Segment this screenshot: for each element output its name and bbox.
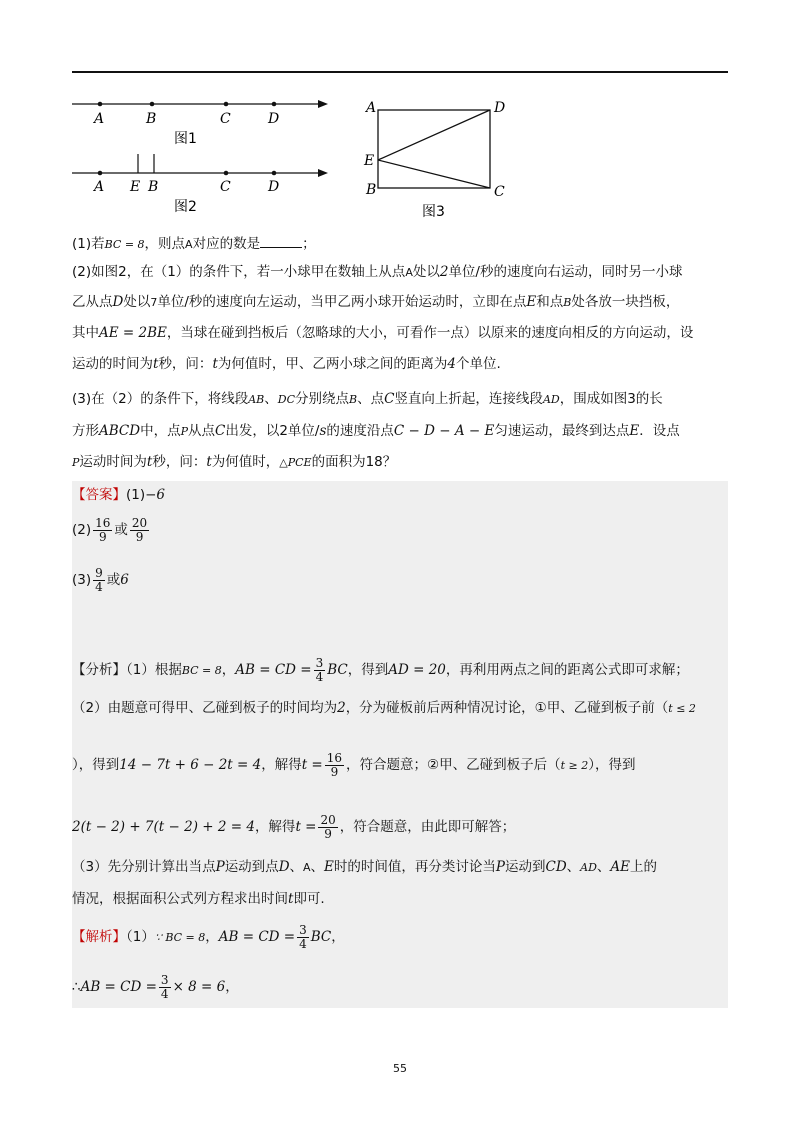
analysis-line-5: （3）先分别计算出当点P运动到点D、A、E时的时间值，再分类讨论当P运动到CD、AD、AE上的: [72, 859, 658, 875]
answer-label: 【答案】: [72, 487, 126, 503]
answer-line-2: (2) $\frac{16}{9}$ 或 $\frac{20}{9}$: [72, 515, 148, 544]
figure-2-number-line: [72, 154, 328, 215]
question-1: (1)若BC = 8，则点A对应的数是 ；: [72, 236, 316, 252]
answer-line-3: (3) $\frac{9}{4}$ 或6: [72, 565, 129, 594]
question-2-line-3: 其中AE = 2BE，当球在碰到挡板后（忽略球的大小，可看作一点）以原来的速度向相反的方向运动，设: [72, 325, 694, 341]
analysis-line-3: ），得到14 − 7t + 6 − 2t = 4，解得t = $\frac{16}{9}$ ，符合题意；②甲、乙碰到板子后（t ≥ 2），得到: [72, 750, 636, 779]
question-2-line-1: (2)如图2，在（1）的条件下，若一小球甲在数轴上从点A处以2单位/秒的速度向右运动，同时另一小球: [72, 264, 683, 280]
fig1-point-B: B: [146, 111, 157, 127]
question-3-line-3: P运动时间为t秒，问：t为何值时，△PCE的面积为18？: [72, 454, 397, 470]
analysis-line-4: 2(t − 2) + 7(t − 2) + 2 = 4，解得t = $\frac{20}{9}$ ，符合题意，由此即可解答；: [72, 812, 516, 841]
fig3-point-A: A: [366, 100, 377, 116]
solution-line-1: 【解析】（1）∵ BC = 8，AB = CD = $\frac{3}{4}$ BC，: [72, 922, 345, 951]
header-rule: [72, 71, 728, 73]
analysis-line-6: 情况，根据面积公式列方程求出时间t即可.: [72, 891, 325, 907]
solution-line-2: ∴AB = CD = $\frac{3}{4}$ × 8 = 6，: [72, 972, 239, 1001]
fig1-point-A: A: [94, 111, 105, 127]
fig3-point-C: C: [494, 184, 505, 200]
fig2-point-A: A: [94, 179, 105, 195]
answer-blank[interactable]: [260, 235, 302, 248]
fig1-caption: 图1: [174, 131, 197, 147]
fig1-point-C: C: [220, 111, 231, 127]
question-3-line-2: 方形ABCD中，点P从点C出发，以2单位/s的速度沿点C − D − A − E匀速运动，最终到达点E．设点: [72, 423, 680, 439]
figure-1-number-line: [72, 100, 328, 147]
question-3-line-1: (3)在（2）的条件下，将线段AB、DC分别绕点B、点C竖直向上折起，连接线段AD，围成如图3的长: [72, 391, 663, 407]
answer-line-1: 【答案】(1)−6: [72, 487, 166, 503]
page-number: 55: [393, 1062, 407, 1075]
fig3-point-E: E: [364, 153, 375, 169]
question-2-line-2: 乙从点D处以7单位/秒的速度向左运动，当甲乙两小球开始运动时，立即在点E和点B处各放一块挡板，: [72, 294, 680, 310]
analysis-line-2: （2）由题意可得甲、乙碰到板子的时间均为2，分为碰板前后两种情况讨论，①甲、乙碰到板子前（t ≤ 2: [72, 700, 696, 716]
question-2-line-4: 运动的时间为t秒，问：t为何值时，甲、乙两小球之间的距离为4个单位.: [72, 356, 501, 372]
fig1-point-D: D: [268, 111, 280, 127]
analysis-label: 【分析】: [72, 662, 126, 678]
fig2-point-D: D: [268, 179, 280, 195]
fig2-point-E: E: [130, 179, 141, 195]
figure-3-rectangle: [363, 100, 505, 220]
fig2-caption: 图2: [174, 199, 197, 215]
solution-label: 【解析】: [72, 929, 126, 945]
analysis-line-1: 【分析】（1）根据BC = 8，AB = CD = $\frac{3}{4}$ BC，得到AD = 20，再利用两点之间的距离公式即可求解；: [72, 655, 689, 684]
fig3-point-B: B: [366, 182, 377, 198]
fig3-point-D: D: [494, 100, 506, 116]
fig3-caption: 图3: [422, 204, 445, 220]
fig2-point-C: C: [220, 179, 231, 195]
fig2-point-B: B: [148, 179, 159, 195]
figures: [60, 88, 540, 223]
